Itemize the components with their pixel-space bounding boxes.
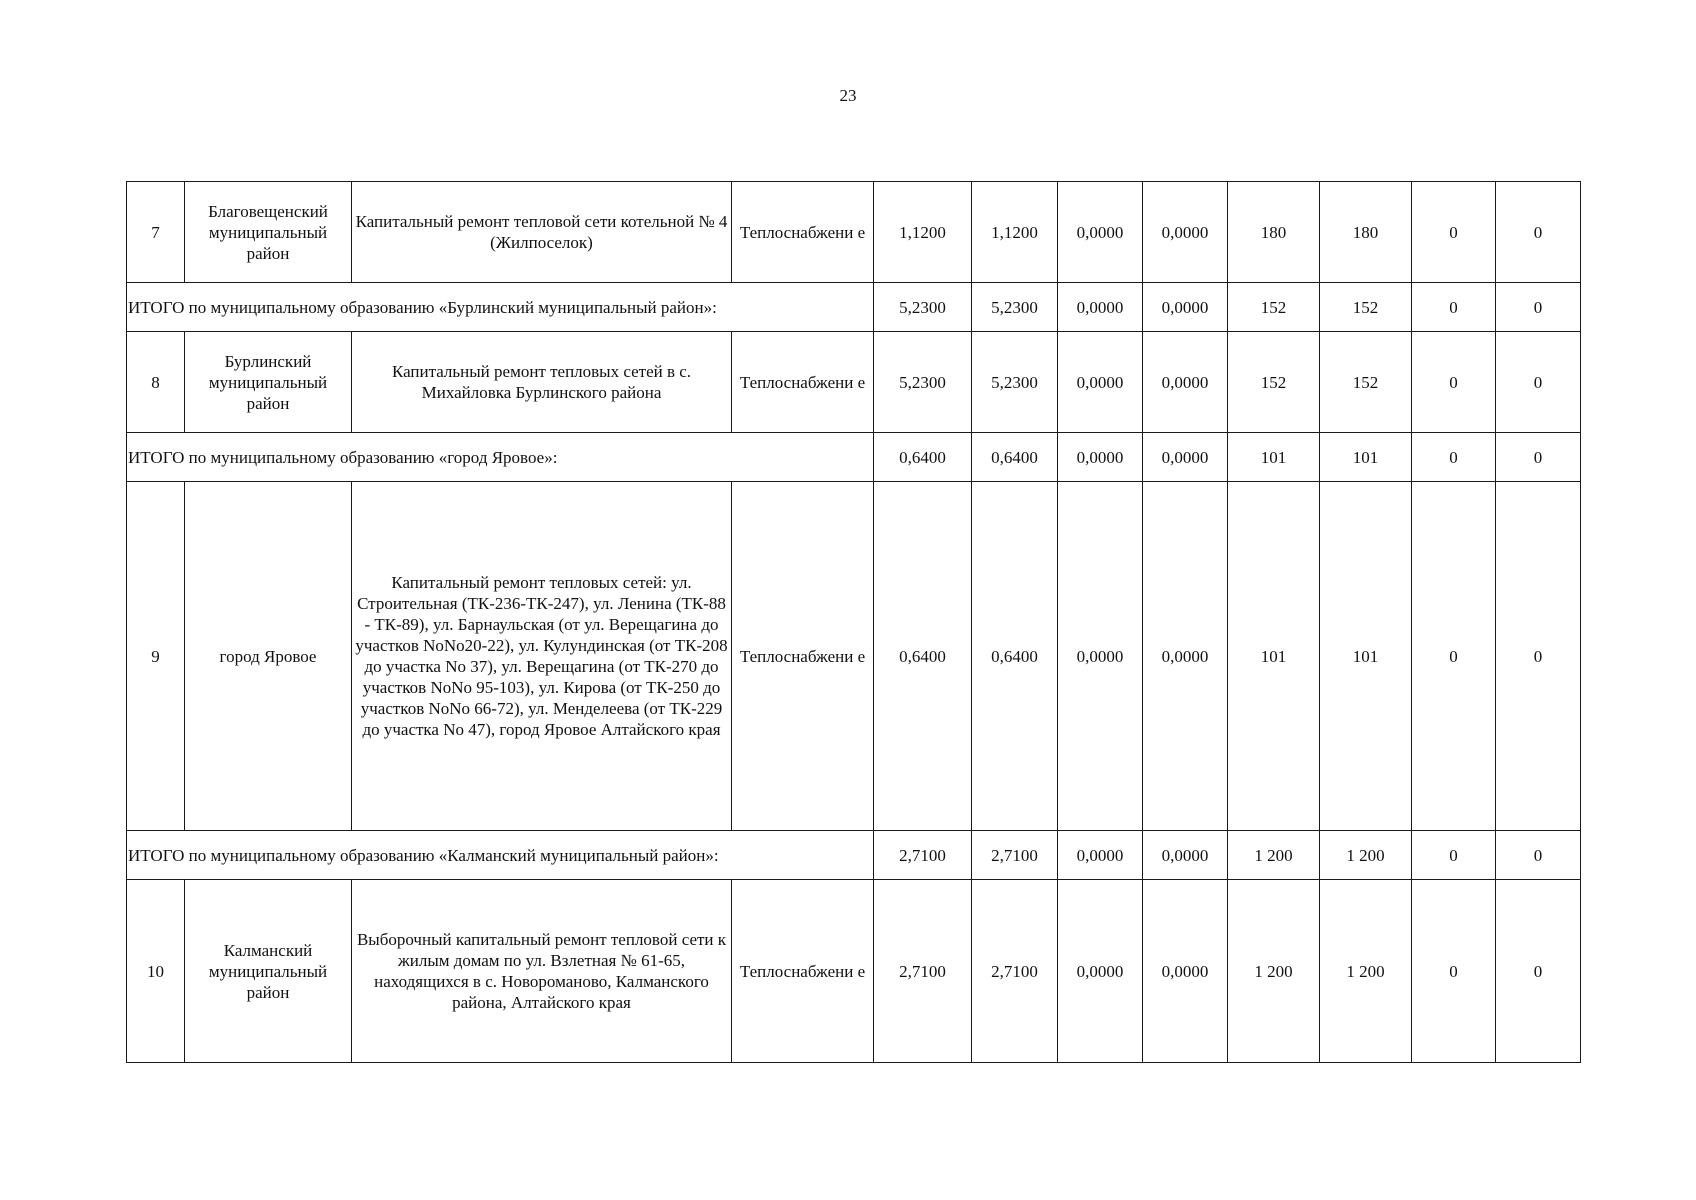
value-cell: 0,0000	[1058, 831, 1143, 880]
value-cell: 0,6400	[874, 482, 972, 831]
row-number: 9	[127, 482, 185, 831]
value-cell: 0	[1412, 880, 1496, 1063]
municipality-cell: Калманский муниципальный район	[185, 880, 352, 1063]
page-number: 23	[839, 86, 857, 105]
value-cell: 0,0000	[1058, 482, 1143, 831]
value-cell: 0	[1412, 182, 1496, 283]
service-cell: Теплоснабжени е	[732, 880, 874, 1063]
table-row	[127, 332, 1581, 433]
value-cell: 0,0000	[1143, 332, 1228, 433]
row-number: 8	[127, 332, 185, 433]
value-cell: 2,7100	[874, 831, 972, 880]
total-row	[127, 433, 1581, 482]
value-cell: 0,0000	[1058, 182, 1143, 283]
municipality-cell: город Яровое	[185, 482, 352, 831]
table-row	[127, 482, 1581, 831]
value-cell: 0	[1496, 433, 1581, 482]
value-cell: 5,2300	[972, 332, 1058, 433]
description-cell: Капитальный ремонт тепловых сетей в с. Михайловка Бурлинского района	[352, 332, 732, 433]
row-number: 7	[127, 182, 185, 283]
value-cell: 0,0000	[1143, 482, 1228, 831]
description-cell: Капитальный ремонт тепловых сетей: ул. Строительная (ТК-236-ТК-247), ул. Ленина (ТК-88 - ТК-89), ул. Барнаульская (от ул. Верещагина до участков NoNo20-22), ул. Кулундинская (от ТК-208 до участка No 37), ул. Верещагина (от ТК-270 до участков NoNo 95-103), ул. Кирова (от ТК-250 до участков NoNo 66-72), ул. Менделеева (от ТК-229 до участка No 47), город Яровое Алтайского края	[352, 482, 732, 831]
value-cell: 101	[1228, 433, 1320, 482]
value-cell: 152	[1228, 283, 1320, 332]
value-cell: 0	[1496, 482, 1581, 831]
total-label: ИТОГО по муниципальному образованию «Бурлинский муниципальный район»:	[127, 283, 874, 332]
value-cell: 0,0000	[1143, 182, 1228, 283]
table-row	[127, 182, 1581, 283]
value-cell: 0	[1496, 283, 1581, 332]
value-cell: 1,1200	[972, 182, 1058, 283]
value-cell: 180	[1228, 182, 1320, 283]
municipality-cell: Бурлинский муниципальный район	[185, 332, 352, 433]
value-cell: 0,0000	[1058, 880, 1143, 1063]
total-label: ИТОГО по муниципальному образованию «Калманский муниципальный район»:	[127, 831, 874, 880]
value-cell: 0	[1412, 433, 1496, 482]
total-row	[127, 831, 1581, 880]
value-cell: 2,7100	[874, 880, 972, 1063]
row-number: 10	[127, 880, 185, 1063]
value-cell: 0,0000	[1143, 283, 1228, 332]
value-cell: 5,2300	[972, 283, 1058, 332]
value-cell: 1 200	[1320, 831, 1412, 880]
value-cell: 5,2300	[874, 283, 972, 332]
table-row	[127, 880, 1581, 1063]
total-row	[127, 283, 1581, 332]
value-cell: 5,2300	[874, 332, 972, 433]
value-cell: 0,0000	[1058, 283, 1143, 332]
description-cell: Выборочный капитальный ремонт тепловой сети к жилым домам по ул. Взлетная № 61-65, находящихся в с. Новороманово, Калманского района, Алтайского края	[352, 880, 732, 1063]
value-cell: 1 200	[1320, 880, 1412, 1063]
service-cell: Теплоснабжени е	[732, 332, 874, 433]
service-cell: Теплоснабжени е	[732, 182, 874, 283]
value-cell: 0	[1412, 332, 1496, 433]
value-cell: 0	[1496, 831, 1581, 880]
value-cell: 0,0000	[1143, 880, 1228, 1063]
value-cell: 0	[1412, 831, 1496, 880]
value-cell: 0	[1496, 182, 1581, 283]
value-cell: 0	[1412, 482, 1496, 831]
description-cell: Капитальный ремонт тепловой сети котельной № 4 (Жилпоселок)	[352, 182, 732, 283]
value-cell: 2,7100	[972, 831, 1058, 880]
value-cell: 0,6400	[874, 433, 972, 482]
value-cell: 0,6400	[972, 433, 1058, 482]
value-cell: 0,0000	[1058, 332, 1143, 433]
value-cell: 0,0000	[1143, 433, 1228, 482]
value-cell: 1,1200	[874, 182, 972, 283]
service-cell: Теплоснабжени е	[732, 482, 874, 831]
value-cell: 0	[1496, 332, 1581, 433]
value-cell: 180	[1320, 182, 1412, 283]
value-cell: 0,6400	[972, 482, 1058, 831]
value-cell: 2,7100	[972, 880, 1058, 1063]
total-label: ИТОГО по муниципальному образованию «город Яровое»:	[127, 433, 874, 482]
value-cell: 152	[1228, 332, 1320, 433]
value-cell: 0	[1496, 880, 1581, 1063]
value-cell: 1 200	[1228, 880, 1320, 1063]
municipality-cell: Благовещенский муниципальный район	[185, 182, 352, 283]
value-cell: 152	[1320, 332, 1412, 433]
value-cell: 0,0000	[1058, 433, 1143, 482]
value-cell: 101	[1320, 433, 1412, 482]
value-cell: 0,0000	[1143, 831, 1228, 880]
program-table	[126, 181, 1581, 1063]
value-cell: 1 200	[1228, 831, 1320, 880]
value-cell: 101	[1228, 482, 1320, 831]
value-cell: 101	[1320, 482, 1412, 831]
value-cell: 0	[1412, 283, 1496, 332]
value-cell: 152	[1320, 283, 1412, 332]
